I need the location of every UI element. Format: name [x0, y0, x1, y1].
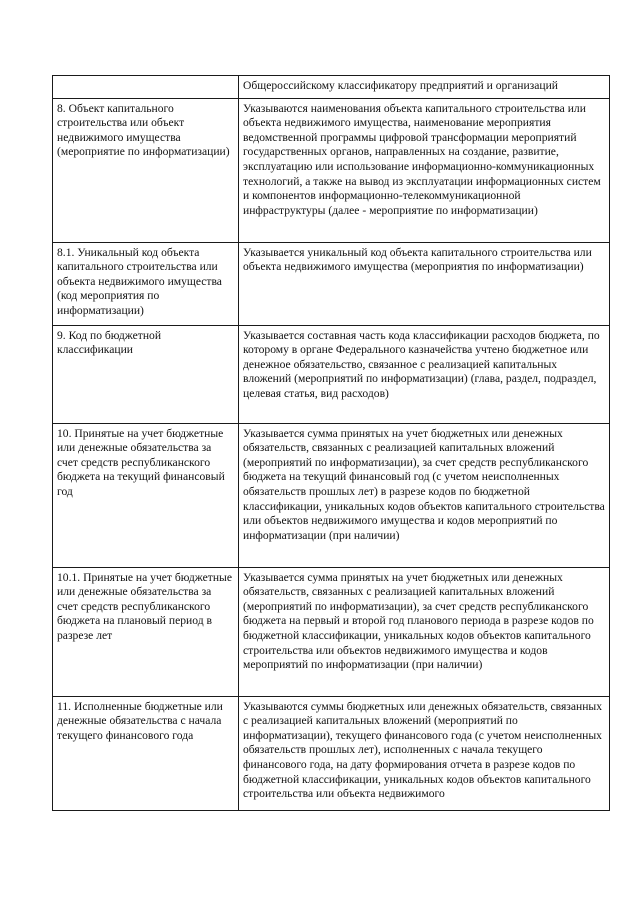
- table-row: [53, 242, 610, 325]
- table-row: [53, 423, 610, 567]
- field-name-cell: 11. Исполненные бюджетные или денежные обязательства с начала текущего финансового года: [53, 696, 239, 810]
- table-row: [53, 325, 610, 423]
- field-description-cell: Указываются суммы бюджетных или денежных обязательств, связанных с реализацией капитальных вложений (мероприятий по информатизации), текущего финансового года (с учетом неисполненных обязательств прошлых лет), исполненных с начала текущего финансового года, на дату формирования отчета в разрезе кодов по бюджетной классификации, уникальных кодов объектов капитального строительства или объекта недвижимого: [239, 696, 610, 810]
- field-description-cell: Общероссийскому классификатору предприятий и организаций: [239, 76, 610, 99]
- table-row: [53, 98, 610, 242]
- field-name-cell: 9. Код по бюджетной классификации: [53, 325, 239, 423]
- field-description-cell: Указывается сумма принятых на учет бюджетных или денежных обязательств, связанных с реализацией капитальных вложений (мероприятий по информатизации), за счет средств республиканского бюджета на первый и второй год планового периода в разрезе кодов по бюджетной классификации, уникальных кодов объектов капитального строительства или объектов недвижимого имущества и кодов мероприятий по информатизации (при наличии): [239, 567, 610, 696]
- table-row: [53, 76, 610, 99]
- instructions-table: [52, 75, 610, 811]
- field-name-cell: 10. Принятые на учет бюджетные или денежные обязательства за счет средств республиканского бюджета на текущий финансовый год: [53, 423, 239, 567]
- field-name-cell: 8. Объект капитального строительства или объект недвижимого имущества (мероприятие по информатизации): [53, 98, 239, 242]
- field-name-cell: 10.1. Принятые на учет бюджетные или денежные обязательства за счет средств республиканского бюджета на плановый период в разрезе лет: [53, 567, 239, 696]
- field-description-cell: Указывается составная часть кода классификации расходов бюджета, по которому в органе Федерального казначейства учтено бюджетное или денежное обязательство, связанное с реализацией капитальных вложений (мероприятий по информатизации) (глава, раздел, подраздел, целевая статья, вид расходов): [239, 325, 610, 423]
- field-name-cell: 8.1. Уникальный код объекта капитального строительства или объекта недвижимого имущества (код мероприятия по информатизации): [53, 242, 239, 325]
- field-description-cell: Указывается сумма принятых на учет бюджетных или денежных обязательств, связанных с реализацией капитальных вложений (мероприятий по информатизации), за счет средств республиканского бюджета на текущий финансовый год (с учетом неисполненных обязательств прошлых лет) в разрезе кодов по бюджетной классификации, уникальных кодов объектов капитального строительства или объектов недвижимого имущества и кодов мероприятий по информатизации (при наличии): [239, 423, 610, 567]
- field-description-cell: Указываются наименования объекта капитального строительства или объекта недвижимого имущества, наименование мероприятия ведомственной программы цифровой трансформации мероприятий государственных органов, направленных на создание, развитие, эксплуатацию или использование информационно-коммуникационных технологий, а также на вывод из эксплуатации информационных систем и компонентов информационно-телекоммуникационной инфраструктуры (далее - мероприятие по информатизации): [239, 98, 610, 242]
- field-name-cell: [53, 76, 239, 99]
- field-description-cell: Указывается уникальный код объекта капитального строительства или объекта недвижимого имущества (мероприятия по информатизации): [239, 242, 610, 325]
- table-row: [53, 567, 610, 696]
- table-row: [53, 696, 610, 810]
